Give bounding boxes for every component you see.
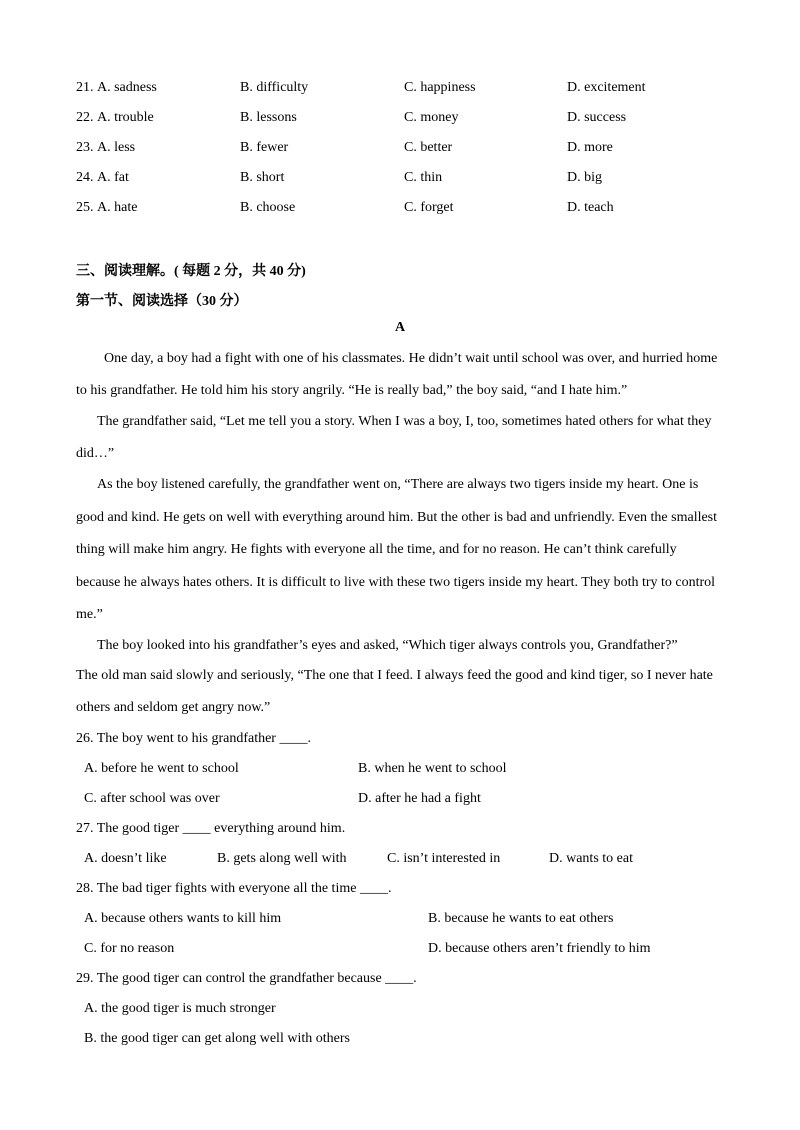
answer-option-c: C. after school was over [84, 791, 220, 806]
question-stem: 27. The good tiger ____ everything around him. [76, 821, 346, 836]
option-b: B. fewer [240, 140, 289, 155]
answer-option-b: B. the good tiger can get along well with others [84, 1031, 350, 1046]
passage-line: did…” [76, 446, 115, 461]
question-number: 21. [76, 80, 94, 95]
answer-option-b: B. when he went to school [358, 761, 507, 776]
passage-title: A [394, 320, 406, 335]
passage-line: good and kind. He gets on well with everything around him. But the other is bad and unfriendly. Even the smallest [76, 510, 718, 525]
answer-option-d: D. after he had a fight [358, 791, 481, 806]
option-c: C. forget [404, 200, 454, 215]
option-b: B. difficulty [240, 80, 309, 95]
option-a: A. less [97, 140, 136, 155]
option-d: D. success [567, 110, 627, 125]
question-number: 24. [76, 170, 94, 185]
option-a: A. trouble [97, 110, 154, 125]
answer-option-a: A. the good tiger is much stronger [84, 1001, 276, 1016]
passage-line: thing will make him angry. He fights with everyone all the time, and for no reason. He can’t think carefully [76, 542, 677, 557]
answer-option-c: C. for no reason [84, 941, 175, 956]
option-c: C. better [404, 140, 453, 155]
option-a: A. sadness [97, 80, 157, 95]
option-c: C. money [404, 110, 459, 125]
answer-option-a: A. because others wants to kill him [84, 911, 282, 926]
option-d: D. more [567, 140, 613, 155]
question-number: 23. [76, 140, 94, 155]
answer-option-a: A. before he went to school [84, 761, 239, 776]
option-b: B. lessons [240, 110, 297, 125]
answer-option-d: D. wants to eat [549, 851, 633, 866]
option-c: C. happiness [404, 80, 476, 95]
passage-line: because he always hates others. It is difficult to live with these two tigers inside my heart. They both try to control [76, 575, 716, 590]
option-d: D. teach [567, 200, 614, 215]
passage-line: As the boy listened carefully, the grandfather went on, “There are always two tigers inside my heart. One is [97, 477, 699, 492]
subsection-title: 第一节、阅读选择（30 分） [76, 294, 248, 309]
answer-option-d: D. because others aren’t friendly to him [428, 941, 651, 956]
passage-line: to his grandfather. He told him his story angrily. “He is really bad,” the boy said, “and I hate him.” [76, 383, 628, 398]
passage-line: The boy looked into his grandfather’s eyes and asked, “Which tiger always controls you, Grandfather?” [97, 638, 678, 653]
answer-option-a: A. doesn’t like [84, 851, 167, 866]
passage-line: The old man said slowly and seriously, “The one that I feed. I always feed the good and kind tiger, so I never hate [76, 668, 713, 683]
passage-line: me.” [76, 607, 103, 622]
question-stem: 29. The good tiger can control the grandfather because ____. [76, 971, 417, 986]
section-title: 三、阅读理解。( 每题 2 分，共 40 分) [76, 264, 306, 279]
passage-line: The grandfather said, “Let me tell you a story. When I was a boy, I, too, sometimes hated others for what they [97, 414, 712, 429]
answer-option-b: B. because he wants to eat others [428, 911, 614, 926]
answer-option-c: C. isn’t interested in [387, 851, 501, 866]
passage-line: others and seldom get angry now.” [76, 700, 271, 715]
question-stem: 26. The boy went to his grandfather ____. [76, 731, 311, 746]
passage-line: One day, a boy had a fight with one of his classmates. He didn’t wait until school was over, and hurried home [104, 351, 718, 366]
option-a: A. fat [97, 170, 129, 185]
answer-option-b: B. gets along well with [217, 851, 347, 866]
option-d: D. excitement [567, 80, 646, 95]
question-number: 25. [76, 200, 94, 215]
option-b: B. short [240, 170, 285, 185]
question-number: 22. [76, 110, 94, 125]
question-stem: 28. The bad tiger fights with everyone all the time ____. [76, 881, 392, 896]
option-a: A. hate [97, 200, 138, 215]
option-c: C. thin [404, 170, 443, 185]
option-d: D. big [567, 170, 602, 185]
option-b: B. choose [240, 200, 296, 215]
